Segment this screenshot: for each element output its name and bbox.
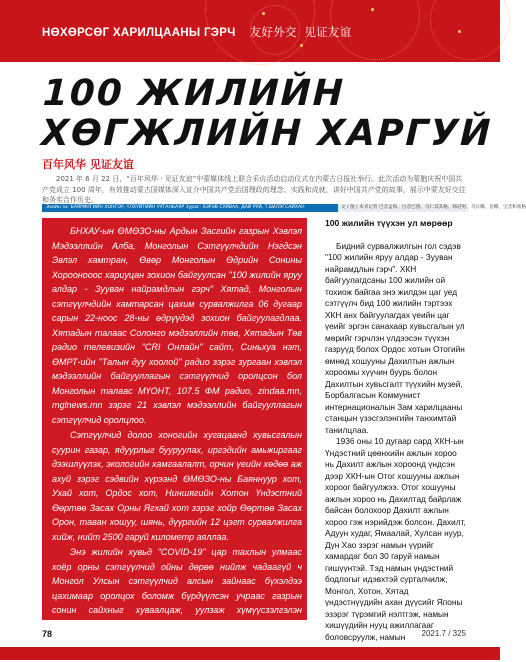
section-label-zh-1: 友好外交 xyxy=(249,25,297,39)
credit-mn: Эхийн эх: БАЯРИНГИЙН ХОНГОР, ҮЛХҮЙТИЙН УУГАНБАЯР Зураг: ХЭРЭВ СУЙВАА, ДАЙ РУЙ, Т.БИЛЭГСАЙХАН xyxy=(46,205,305,210)
credit-zh: 文 / 图 | 本刊记者 巴音孟和、白音巴图、乌仁其其格、韩冠男、乌日娜、倍娜、宝音和希格 xyxy=(338,204,468,212)
section-label-mn: НӨХӨРСӨГ ХАРИЛЦААНЫ ГЭРЧ xyxy=(42,27,236,39)
article-title-line-1: 100 ЖИЛИЙН xyxy=(42,73,346,114)
highlight-text xyxy=(52,224,302,662)
intro-paragraph: 2021 年 6 月 22 日，“百年风华 · 见证友谊”中蒙媒体线上联合采访活动启动仪式在内蒙古日报社举行。此次活动为蒙胞庆祝中国共产党成立 100 周年，有效推动蒙古国媒体深入宣介中国共产党治国理政的理念、实践和成就，讲好中国共产党的故事，展示中蒙友好交往和务实合作历史。 xyxy=(42,175,466,204)
highlight-paragraph-2: Сэтгүүлчид долоо хоногийн хугацаанд хувьсгалын суурин газар, ядуурлыг бууруулах, иргэдийн амьжиргааг дээшлүүлэх, экологийн хамгаалалт, орчин үеийн хөдөө аж ахуй зэрэг сэдвийн хүрээнд ӨМӨЗО-ны Баяннуур хот, Ухай хот, Ордос хот, Ниншягийн Хотон Үндэстний Өөртөө Засах Орны Ягхай хот зэрэг хойр Өөртөө Засах Орон, таван хошуу, шянь, дүүргийн 12 цэгт сурвалжилга хийж, нийт 2500 гаруй километр аяллаа. xyxy=(52,430,302,542)
credit-bar xyxy=(42,204,526,212)
highlight-paragraph-1: БНХАУ-ын ӨМӨЗО-ны Ардын Засгийн газрын Хэвлэл Мэдээллийн Алба, Монголын Сэтгүүлчдийн Нэгдсэн Эвлэл хамтран, Өвөр Монголын Өдрийн Сонины Хороонооос хариуцан зохион байгуулсан "100 жилийн яруу алдар - Зууван найрамдлын гэрч" Хятад, Монголын сэтгүүлчдийн хамтарсан цахим сурвалжилга 06 дугаар сарын 22-ноос 28-ны өдрүүдэд зохион байгуулагдлаа. Хятадын талаас Солонго мэдээллийн төв, Хятадын Төв радио телевизийн "CRI Онлайн" сайт, Синьхуа нэт, ӨМРТ-ийн "Талын дуу хоолой" радио зэрэг зургаан хэвлэл мэдээллийн байгууллагын сэтгүүлчид оролцсон бол Монголын талаас МҮОНТ, 107.5 ФМ радио, zindaa.mn, mglnews.mn зэрэг 21 хэвлэл мэдээллийн байгууллагын сэтгүүлчид оролцлоо. xyxy=(52,226,302,425)
body-paragraph-1: Бидний сурвалжилгын гол сэдэв "100 жилийн яруу алдар - Зууван найрамдлын гэрч". ХКН байгуулагдсаны 100 жилийн ой тохиож байгаа энэ жилдэн цаг уед сэтгүүлч бид 100 жилийн тэртээх ХКН анх байгуулагдах үеийн цаг үеийг эргэн санахаар хувьсгалын ул мөрийг гэрчлэн үлдээсэн түүхэн газруүд болох Ордос хотын Отогийн өмнөд хошууны Дахилтын ажлын хороомы хүүчин буурь болон Дахилтын хувьсгалт түүхийн музей, Борбалгасын Коммунист интернационалын Зам харилцааны станцын үзэсгэлэнгийн танхимтай танилцлаа. xyxy=(325,240,465,435)
article-title-line-2: ХӨГЖЛИЙН ХАРГУЙ xyxy=(40,113,494,154)
body-paragraph-2: 1936 оны 10 дугаар сард ХКН-ын Үндэстний цөөнхийн ажлын хороо нь Дахилт ажлын хороонд үндсэн дээр ХКН-ын Отог хошууны ажлын хороог байгуулжээ. Отог хошууны ажлын хороо нь Дахилтад байрлаж байсан болохоор Дахилт ажлын хороо гэж нэрийдэж болсон. Дахилт, Адуун худаг, Ямаалай, Хулсан нуур, Дүн Хао зэрэг намын үүрийг хамардаг бол 30 гаруй намын гишүүнтэй. Тэд намын үндэстний бодлогыг идэвхтэй сурталчилж, Монгол, Хотон, Хятад үндэстнүүдийн ахан дүүсийг Японы эзэрэг түрэмгий нэлтгэж, намын хишүүдийн нууц ажиллагааг боловсруулж, намын xyxy=(325,436,466,642)
header-band xyxy=(0,0,500,62)
body-column xyxy=(325,218,467,643)
spark-decoration xyxy=(458,30,461,33)
article-title xyxy=(40,73,494,154)
spark-decoration xyxy=(371,8,374,11)
spark-decoration xyxy=(300,44,303,47)
section-label-zh-2: 见证友谊 xyxy=(304,25,352,39)
firework-decoration xyxy=(430,0,510,60)
article-subtitle: 百年风华 见证友谊 xyxy=(42,158,134,171)
issue-number: 2021.7 / 325 xyxy=(421,629,466,638)
highlight-paragraph-3: Энэ жилийн хувьд "COVID-19" цар тахлын улмаас хоёр орны сэтгүүлчид ойны дөрөө нийлж чадаагүй ч Монгол Улсын сэтгүүлчид алсын зайнаас бүхэлдээ цахимаар оролцох боломж бүрдүүлсэн учраас газрын сонин сайхныг хуваалцаж, уулзаж хүмүүсзэлгэлэн дэлгэцийн цаанаас харилцуулан газар дээрээс нь нехүцэл байдалтай танилцах боломж олгож хэсэн нь энэ удаагийн xyxy=(52,547,302,644)
section-label xyxy=(42,24,352,40)
spark-decoration xyxy=(262,12,265,15)
page-number: 78 xyxy=(42,629,53,639)
bottom-bar xyxy=(0,647,500,660)
column-heading: 100 жилийн түүхэн ул мөрөөр xyxy=(325,218,453,228)
